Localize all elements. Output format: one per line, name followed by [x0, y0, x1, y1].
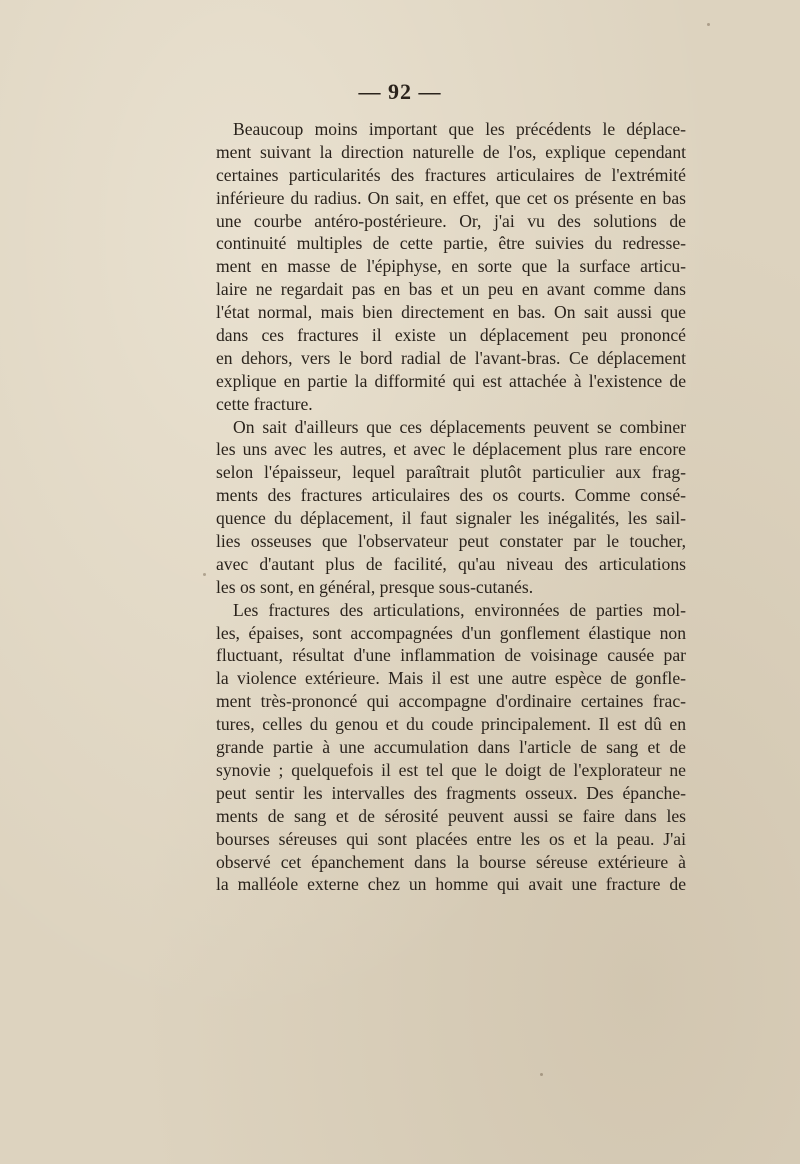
- text-line: avec d'autant plus de facilité, qu'au niveau des articulations: [216, 553, 686, 574]
- page-number: — 92 —: [358, 79, 442, 104]
- text-line: l'état normal, mais bien directement en bas. On sait aussi que: [216, 302, 686, 323]
- text-line: laire ne regardait pas en bas et un peu en avant comme dans: [216, 279, 686, 300]
- text-line: On sait d'ailleurs que ces déplacements peuvent se combiner: [233, 416, 686, 437]
- text-line: lies osseuses que l'observateur peut constater par le toucher,: [216, 531, 686, 552]
- paper-speck: [540, 1073, 543, 1076]
- text-line: continuité multiples de cette partie, être suivies du redresse-: [216, 233, 686, 254]
- text-line: synovie ; quelquefois il est tel que le doigt de l'explorateur ne: [216, 759, 686, 780]
- text-line: ment suivant la direction naturelle de l'os, explique cependant: [216, 141, 686, 162]
- text-line: les os sont, en général, presque sous-cutanés.: [216, 576, 534, 597]
- text-line: les uns avec les autres, et avec le déplacement plus rare encore: [216, 439, 686, 460]
- text-line: les, épaises, sont accompagnées d'un gonflement élastique non: [216, 622, 686, 643]
- text-line: la violence extérieure. Mais il est une autre espèce de gonfle-: [216, 668, 686, 689]
- text-line: Beaucoup moins important que les précédents le déplace-: [233, 119, 686, 139]
- text-line: selon l'épaisseur, lequel paraîtrait plutôt particulier aux frag-: [216, 462, 686, 483]
- text-line: en dehors, vers le bord radial de l'avant-bras. Ce déplacement: [216, 347, 686, 368]
- text-line: une courbe antéro-postérieure. Or, j'ai vu des solutions de: [216, 210, 686, 231]
- text-line: la malléole externe chez un homme qui avait une fracture de: [216, 874, 686, 895]
- text-line: observé cet épanchement dans la bourse séreuse extérieure à: [216, 851, 686, 872]
- text-line: ments des fractures articulaires des os courts. Comme consé-: [216, 485, 686, 506]
- text-line: quence du déplacement, il faut signaler les inégalités, les sail-: [216, 508, 686, 529]
- paper-speck: [203, 573, 206, 576]
- text-line: ment très-prononcé qui accompagne d'ordinaire certaines frac-: [216, 691, 686, 712]
- text-line: grande partie à une accumulation dans l'article de sang et de: [216, 737, 686, 758]
- text-line: ment en masse de l'épiphyse, en sorte que la surface articu-: [216, 256, 686, 277]
- text-line: inférieure du radius. On sait, en effet, que cet os présente en bas: [216, 187, 686, 208]
- text-line: dans ces fractures il existe un déplacement peu prononcé: [216, 325, 686, 346]
- text-line: Les fractures des articulations, environnées de parties mol-: [233, 599, 686, 620]
- text-line: peut sentir les intervalles des fragments osseux. Des épanche-: [216, 782, 686, 803]
- text-line: tures, celles du genou et du coude principalement. Il est dû en: [216, 714, 686, 735]
- text-line: certaines particularités des fractures articulaires de l'extrémité: [216, 164, 686, 185]
- body-text: [216, 118, 686, 896]
- text-line: cette fracture.: [216, 393, 313, 414]
- text-line: bourses séreuses qui sont placées entre les os et la peau. J'ai: [216, 828, 686, 849]
- paper-speck: [707, 23, 710, 26]
- text-line: fluctuant, résultat d'une inflammation de voisinage causée par: [216, 645, 686, 666]
- text-line: ments de sang et de sérosité peuvent aussi se faire dans les: [216, 805, 686, 826]
- text-line: explique en partie la difformité qui est attachée à l'existence de: [216, 370, 686, 391]
